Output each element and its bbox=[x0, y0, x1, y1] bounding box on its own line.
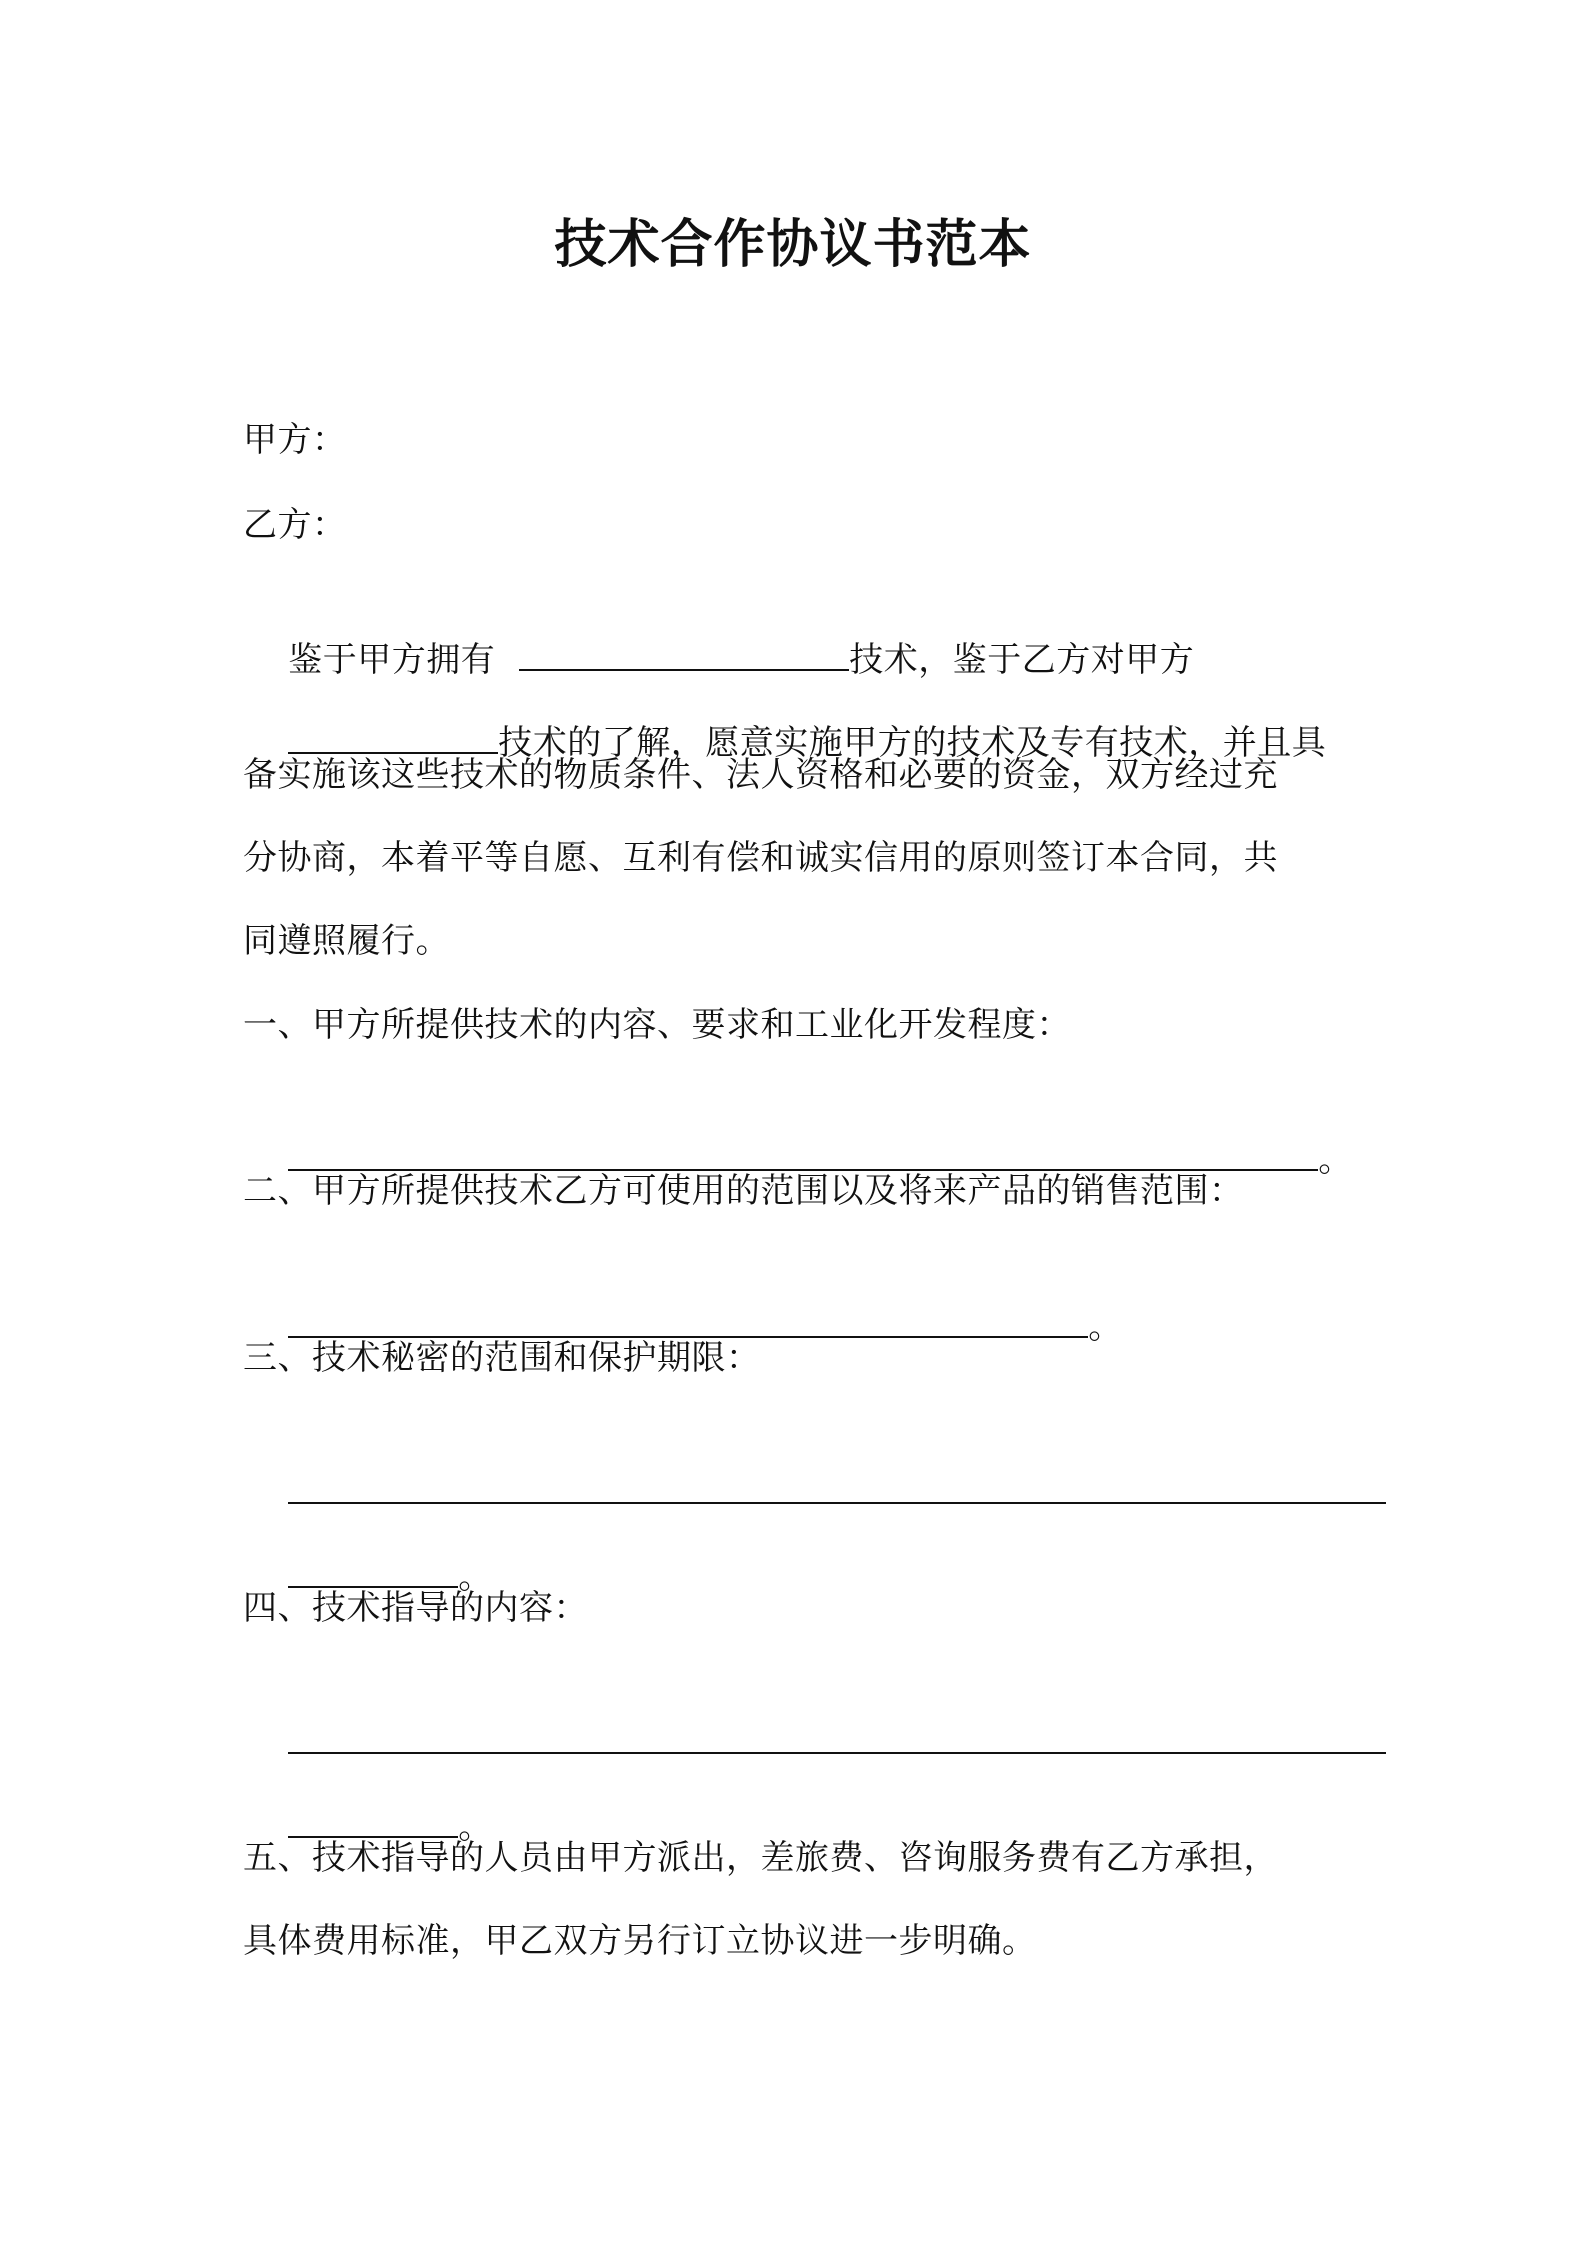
clause-3-heading: 三、技术秘密的范围和保护期限： bbox=[243, 1338, 761, 1378]
blank-line bbox=[288, 1716, 1386, 1754]
blank-end-mark: 。 bbox=[1088, 1307, 1123, 1347]
recital-line-5: 同遵照履行。 bbox=[243, 921, 450, 961]
clause-5-line-1: 五、技术指导的人员由甲方派出，差旅费、咨询服务费有乙方承担， bbox=[243, 1838, 1278, 1878]
blank-line bbox=[288, 1466, 1386, 1504]
clause-4-heading: 四、技术指导的内容： bbox=[243, 1588, 588, 1628]
recital-text: 鉴于甲方拥有 bbox=[288, 640, 496, 680]
clause-5-line-2: 具体费用标准，甲乙双方另行订立协议进一步明确。 bbox=[243, 1921, 1037, 1961]
recital-line-3: 备实施该这些技术的物质条件、法人资格和必要的资金，双方经过充 bbox=[243, 755, 1278, 795]
document-title: 技术合作协议书范本 bbox=[554, 215, 1032, 275]
party-a-label: 甲方： bbox=[243, 420, 347, 460]
party-b-label: 乙方： bbox=[243, 505, 347, 545]
blank-technology-name-2 bbox=[288, 716, 498, 754]
clause-2-heading: 二、甲方所提供技术乙方可使用的范围以及将来产品的销售范围： bbox=[243, 1171, 1244, 1211]
clause-1-heading: 一、甲方所提供技术的内容、要求和工业化开发程度： bbox=[243, 1005, 1071, 1045]
recital-text: 技术，鉴于乙方对甲方 bbox=[849, 640, 1195, 680]
blank-end-mark: 。 bbox=[458, 1557, 493, 1597]
blank-end-mark: 。 bbox=[1318, 1140, 1353, 1180]
recital-line-4: 分协商，本着平等自愿、互利有偿和诚实信用的原则签订本合同，共 bbox=[243, 838, 1278, 878]
blank-end-mark: 。 bbox=[458, 1807, 493, 1847]
recital-text: 技术的了解，愿意实施甲方的技术及专有技术，并且具 bbox=[498, 723, 1327, 763]
